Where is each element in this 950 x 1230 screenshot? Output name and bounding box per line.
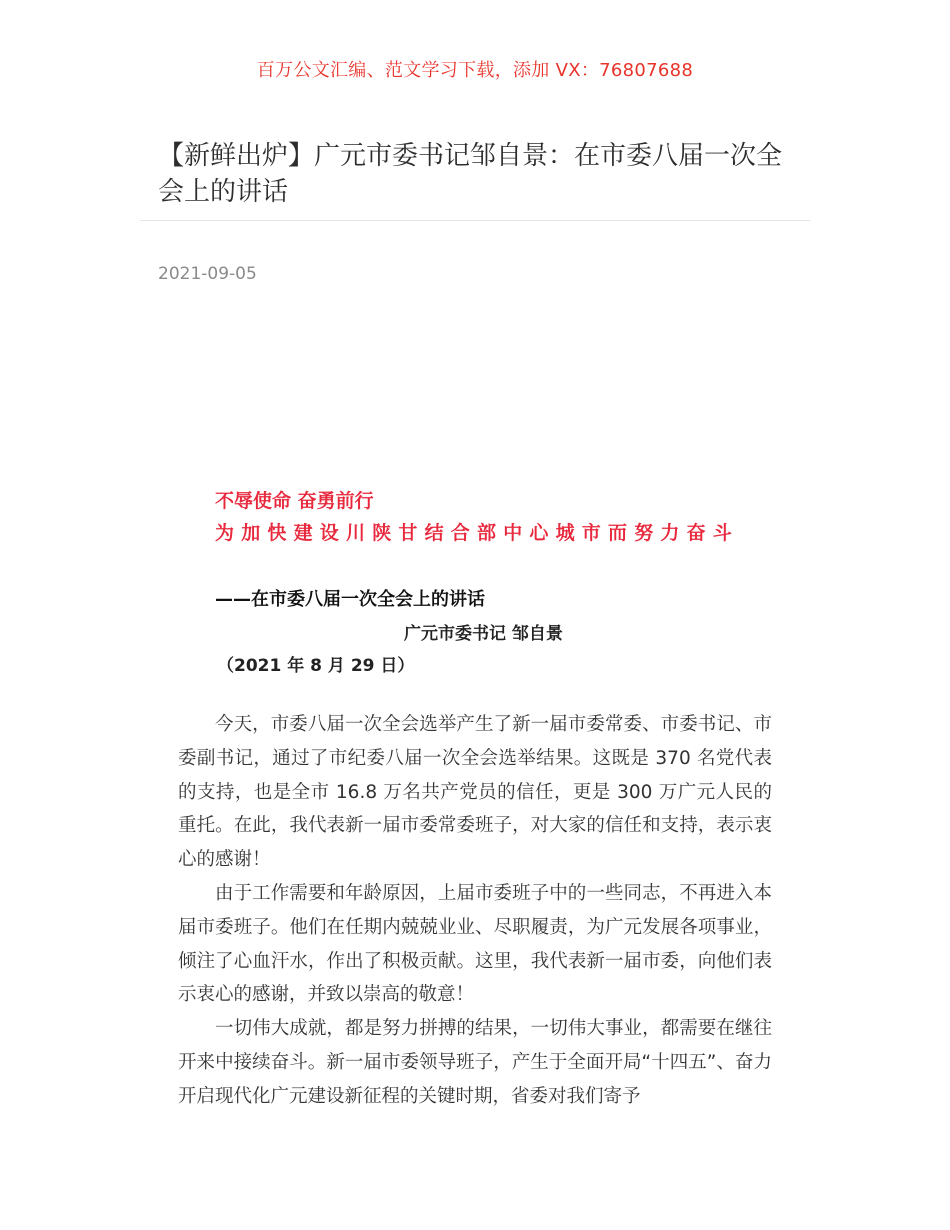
speech-author: 广元市委书记 邹自景: [404, 624, 563, 644]
speech-body: [178, 708, 772, 1114]
paragraph: 一切伟大成就，都是努力拼搏的结果，一切伟大事业，都需要在继往开来中接续奋斗。新一届市委领导班子，产生于全面开局“十四五”、奋力开启现代化广元建设新征程的关键时期，省委对我们寄予: [178, 1018, 772, 1107]
publish-date: 2021-09-05: [158, 264, 257, 284]
paragraph: 今天，市委八届一次全会选举产生了新一届市委常委、市委书记、市委副书记，通过了市纪委八届一次全会选举结果。这既是 370 名党代表的支持，也是全市 16.8 万名共产党员的信任，更是 300 万广元人民的重托。在此，我代表新一届市委常委班子，对大家的信任和支持，表示衷心的感谢！: [178, 714, 772, 871]
article-title: 【新鲜出炉】广元市委书记邹自景：在市委八届一次全会上的讲话: [158, 141, 783, 207]
promo-banner: 百万公文汇编、范文学习下载，添加 VX：76807688: [256, 60, 694, 81]
speech-date: （2021 年 8 月 29 日）: [217, 656, 415, 676]
speech-headline-line1: 不辱使命 奋勇前行: [215, 490, 374, 512]
speech-subtitle: ——在市委八届一次全会上的讲话: [215, 589, 485, 610]
title-divider: [140, 220, 810, 221]
speech-headline-line2: 为加快建设川陕甘结合部中心城市而努力奋斗: [215, 522, 740, 544]
paragraph: 由于工作需要和年龄原因，上届市委班子中的一些同志，不再进入本届市委班子。他们在任期内兢兢业业、尽职履责，为广元发展各项事业，倾注了心血汗水，作出了积极贡献。这里，我代表新一届市委，向他们表示衷心的感谢，并致以崇高的敬意！: [178, 882, 772, 1006]
